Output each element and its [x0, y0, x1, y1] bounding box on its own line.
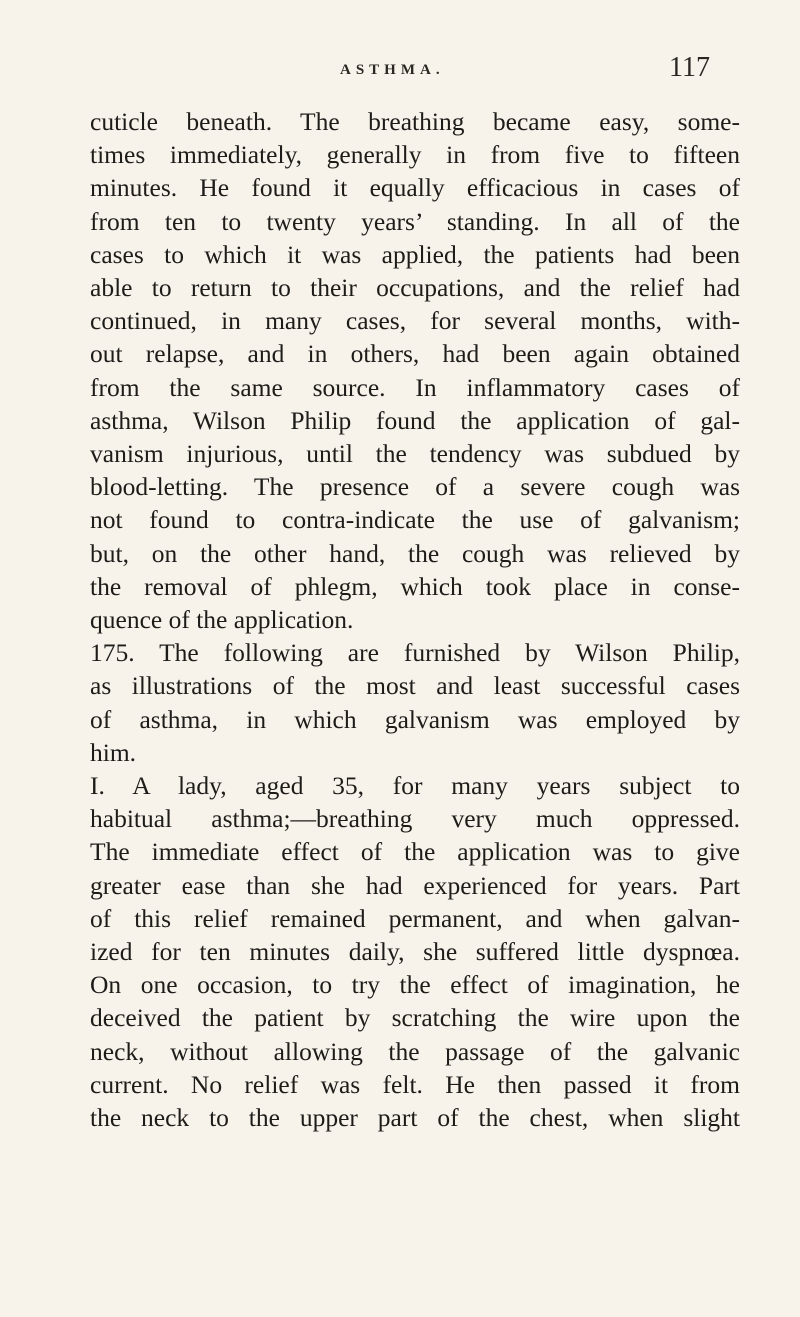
text-line: asthma, Wilson Philip found the application of gal- [90, 405, 740, 435]
text-line: of this relief remained permanent, and when galvan- [90, 903, 740, 933]
text-line: from ten to twenty years’ standing. In all of the [90, 206, 740, 236]
text-line: able to return to their occupations, and the relief had [90, 273, 740, 303]
text-line: cases to which it was applied, the patients had been [90, 239, 740, 269]
text-line: deceived the patient by scratching the wire upon the [90, 1003, 740, 1033]
text-line: of asthma, in which galvanism was employed by [90, 704, 740, 734]
text-line: cuticle beneath. The breathing became easy, some- [90, 107, 740, 136]
text-line: the neck to the upper part of the chest, when slight [90, 1103, 740, 1133]
text-line: I. A lady, aged 35, for many years subject to [90, 771, 740, 801]
text-line: from the same source. In inflammatory cases of [90, 372, 740, 402]
text-line: minutes. He found it equally efficacious in cases of [90, 173, 740, 203]
running-title: ASTHMA. [340, 62, 445, 78]
text-line: On one occasion, to try the effect of imagination, he [90, 970, 740, 1000]
text-line: habitual asthma;—breathing very much oppressed. [90, 804, 740, 834]
text-line: out relapse, and in others, had been again obtained [90, 339, 740, 369]
text-line: greater ease than she had experienced for years. Part [90, 870, 740, 900]
text-line: current. No relief was felt. He then passed it from [90, 1069, 740, 1099]
text-line: but, on the other hand, the cough was relieved by [90, 538, 740, 568]
page-number: 117 [669, 52, 710, 83]
text-line: as illustrations of the most and least successful cases [90, 671, 740, 701]
text-line: times immediately, generally in from five to fifteen [90, 140, 740, 170]
text-line: blood-letting. The presence of a severe cough was [90, 472, 740, 502]
text-line: continued, in many cases, for several months, with- [90, 306, 740, 336]
text-line: him. [90, 737, 137, 767]
body-text [90, 105, 740, 1134]
text-line: not found to contra-indicate the use of galvanism; [90, 505, 740, 535]
text-line: the removal of phlegm, which took place in conse- [90, 571, 740, 601]
text-line: neck, without allowing the passage of the galvanic [90, 1036, 740, 1066]
text-line: quence of the application. [90, 605, 354, 635]
text-line: ized for ten minutes daily, she suffered little dyspnœa. [90, 937, 740, 967]
text-line: The immediate effect of the application was to give [90, 837, 740, 867]
text-line: 175. The following are furnished by Wilson Philip, [90, 638, 740, 668]
text-line: vanism injurious, until the tendency was subdued by [90, 439, 740, 469]
